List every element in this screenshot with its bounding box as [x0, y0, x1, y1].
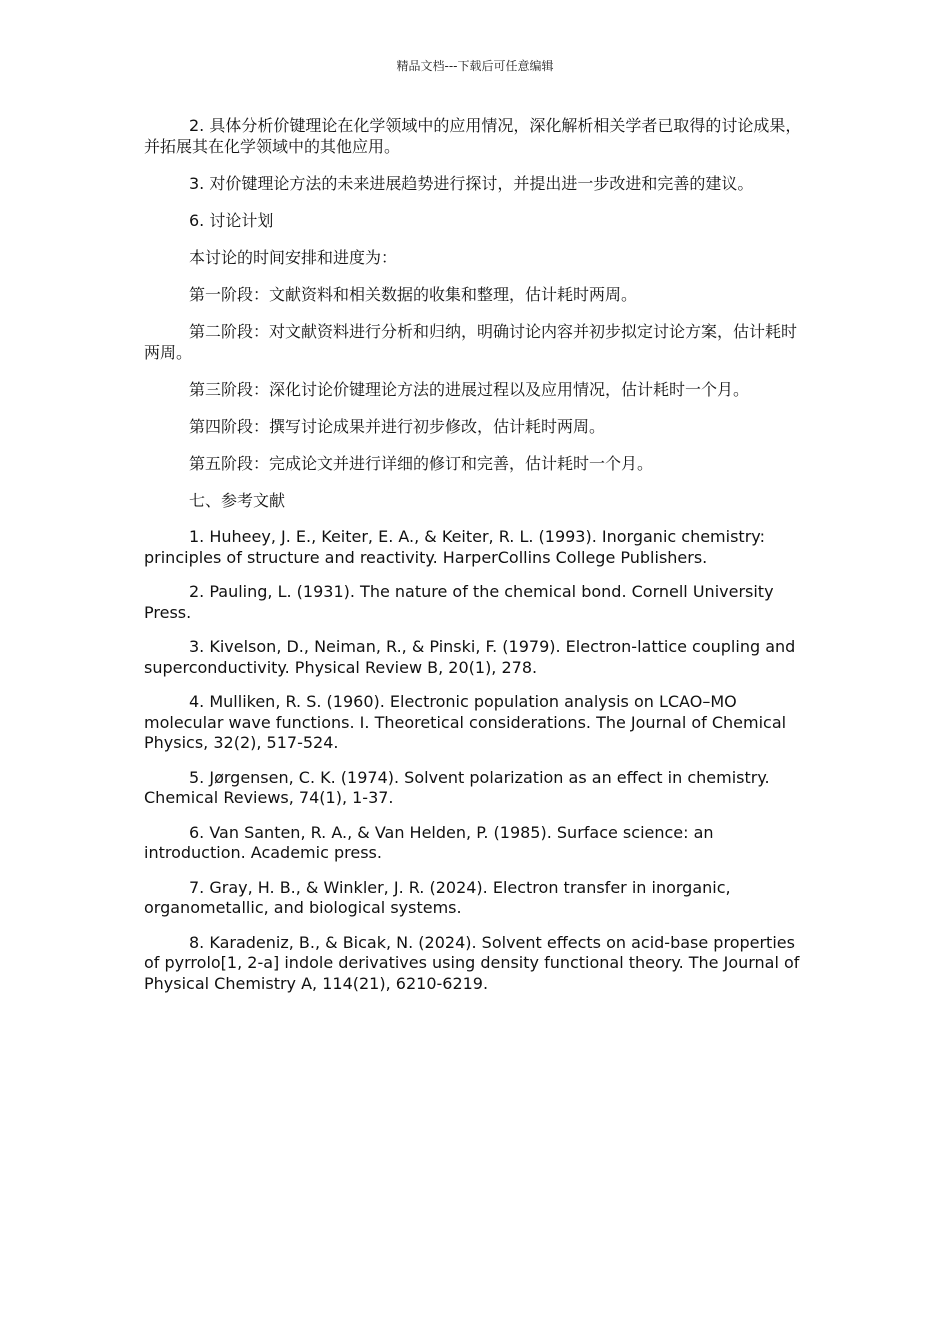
reference-item: 3. Kivelson, D., Neiman, R., & Pinski, F. (1979). Electron-lattice coupling and superconductivity. Physical Review B, 20(1), 278. [144, 637, 796, 677]
reference-list [144, 527, 808, 994]
reference-item: 1. Huheey, J. E., Keiter, E. A., & Keiter, R. L. (1993). Inorganic chemistry: principles of structure and reactivity. HarperCollins College Publishers. [144, 527, 765, 567]
paragraph-objective-3: 3. 对价键理论方法的未来进展趋势进行探讨，并提出进一步改进和完善的建议。 [189, 174, 754, 193]
reference-item: 2. Pauling, L. (1931). The nature of the chemical bond. Cornell University Press. [144, 582, 774, 622]
section-heading-plan: 6. 讨论计划 [189, 211, 274, 230]
paragraph-stage-5: 第五阶段：完成论文并进行详细的修订和完善，估计耗时一个月。 [189, 454, 654, 473]
page-header: 精品文档---下载后可任意编辑 [396, 59, 554, 73]
paragraph-schedule-intro: 本讨论的时间安排和进度为： [189, 248, 398, 267]
paragraph-objective-2: 2. 具体分析价键理论在化学领域中的应用情况，深化解析相关学者已取得的讨论成果，并拓展其在化学领域中的其他应用。 [144, 116, 802, 156]
paragraph-stage-4: 第四阶段：撰写讨论成果并进行初步修改，估计耗时两周。 [189, 417, 606, 436]
reference-item: 5. Jørgensen, C. K. (1974). Solvent polarization as an effect in chemistry. Chemical Reviews, 74(1), 1-37. [144, 767, 770, 807]
paragraph-stage-1: 第一阶段：文献资料和相关数据的收集和整理，估计耗时两周。 [189, 285, 638, 304]
paragraph-stage-2: 第二阶段：对文献资料进行分析和归纳，明确讨论内容并初步拟定讨论方案，估计耗时两周。 [144, 322, 798, 362]
paragraph-stage-3: 第三阶段：深化讨论价键理论方法的进展过程以及应用情况，估计耗时一个月。 [189, 380, 750, 399]
document-body [144, 115, 808, 1008]
reference-item: 8. Karadeniz, B., & Bicak, N. (2024). Solvent effects on acid-base properties of pyrrolo[1, 2-a] indole derivatives using density functional theory. The Journal of Physical Chemistry A, 114(21), 6210-6219. [144, 932, 800, 993]
reference-item: 4. Mulliken, R. S. (1960). Electronic population analysis on LCAO–MO molecular wave functions. I. Theoretical considerations. The Journal of Chemical Physics, 32(2), 517-524. [144, 692, 787, 752]
reference-item: 6. Van Santen, R. A., & Van Helden, P. (1985). Surface science: an introduction. Academic press. [144, 822, 714, 862]
section-heading-references: 七、参考文献 [189, 491, 286, 510]
reference-item: 7. Gray, H. B., & Winkler, J. R. (2024). Electron transfer in inorganic, organometallic, and biological systems. [144, 877, 731, 917]
